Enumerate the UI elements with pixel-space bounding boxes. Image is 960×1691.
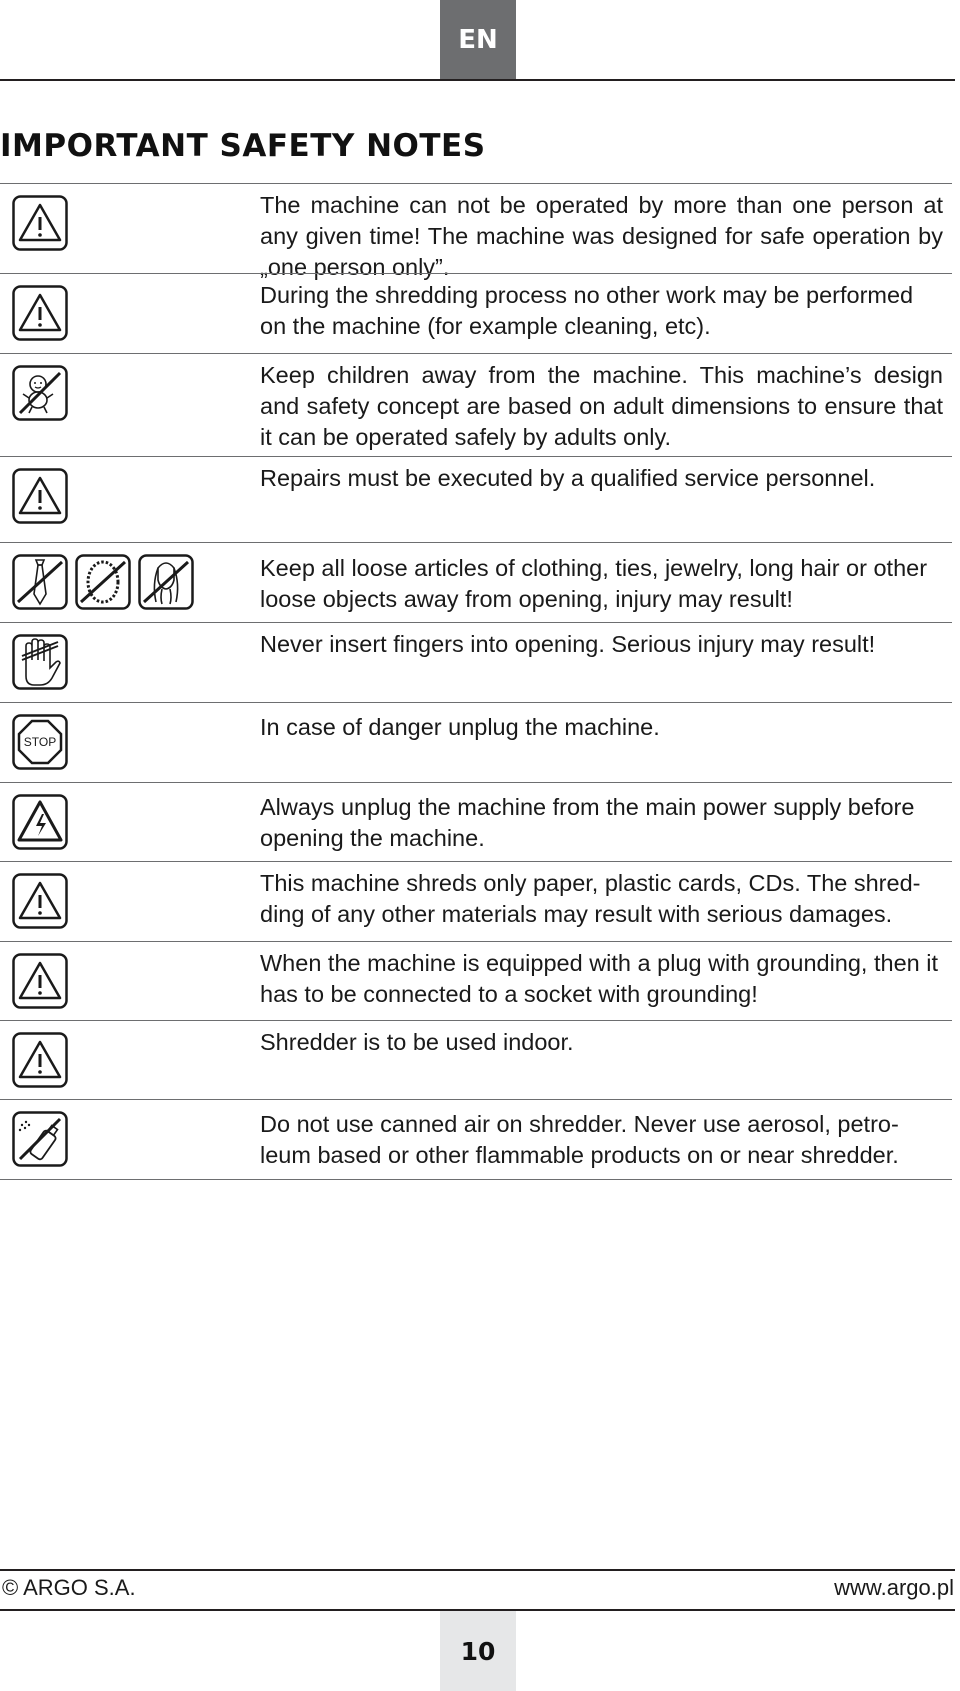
safety-note (0, 782, 952, 862)
warning-icon (12, 873, 68, 929)
warning-icon (12, 953, 68, 1009)
no-jewelry-icon (75, 554, 131, 610)
safety-note (0, 1099, 952, 1180)
safety-note (0, 353, 952, 457)
warning-icon (12, 1032, 68, 1088)
note-text: Shredder is to be used indoor. (260, 1029, 574, 1055)
safety-note (0, 183, 952, 280)
safety-note (0, 1020, 952, 1100)
safety-note (0, 542, 952, 623)
no-long-hair-icon (138, 554, 194, 610)
note-text: In case of danger unplug the machine. (260, 714, 660, 740)
page-number: 10 (440, 1611, 516, 1691)
warning-icon (12, 195, 68, 251)
note-text: Do not use canned air on shredder. Never use aerosol, petro-leum based or other flammable products on or near shredder. (260, 1111, 899, 1168)
no-children-icon (12, 365, 68, 421)
safety-note (0, 941, 952, 1021)
website-link[interactable]: www.argo.pl (834, 1575, 954, 1600)
safety-note (0, 702, 952, 783)
warning-icon (12, 285, 68, 341)
safety-note (0, 861, 952, 942)
header-divider (0, 79, 955, 81)
stop-sign-icon (12, 714, 68, 770)
note-text: When the machine is equipped with a plug with grounding, then it has to be connected to a socket with grounding! (260, 950, 939, 1007)
no-aerosol-icon (12, 1111, 68, 1167)
stop-label: STOP (23, 735, 57, 749)
electric-hazard-icon (12, 794, 68, 850)
no-fingers-icon (12, 634, 68, 690)
language-tab: EN (440, 0, 516, 80)
note-text: Always unplug the machine from the main power supply before opening the machine. (260, 794, 915, 851)
safety-note (0, 622, 952, 703)
warning-icon (12, 468, 68, 524)
note-text: This machine shreds only paper, plastic cards, CDs. The shred-ding of any other materials may result with serious damages. (260, 870, 921, 927)
safety-note (0, 273, 952, 354)
copyright-text: © ARGO S.A. (2, 1575, 136, 1600)
note-text: Repairs must be executed by a qualified service personnel. (260, 465, 876, 491)
note-text: Never insert fingers into opening. Serious injury may result! (260, 631, 876, 657)
footer-divider (0, 1569, 955, 1571)
safety-note (0, 456, 952, 543)
page-title: IMPORTANT SAFETY NOTES (0, 128, 486, 164)
note-text: The machine can not be operated by more than one person at any given time! The machine was designed for safe operation by „one person only”. (260, 192, 943, 280)
note-text: Keep children away from the machine. This machine’s design and safety concept are based on adult dimensions to ensure that it can be operated safely by adults only. (260, 362, 943, 450)
no-tie-icon (12, 554, 68, 610)
note-text: Keep all loose articles of clothing, ties, jewelry, long hair or other loose objects away from opening, injury may result! (260, 555, 928, 612)
note-text: During the shredding process no other work may be performed on the machine (for example cleaning, etc). (260, 282, 914, 339)
